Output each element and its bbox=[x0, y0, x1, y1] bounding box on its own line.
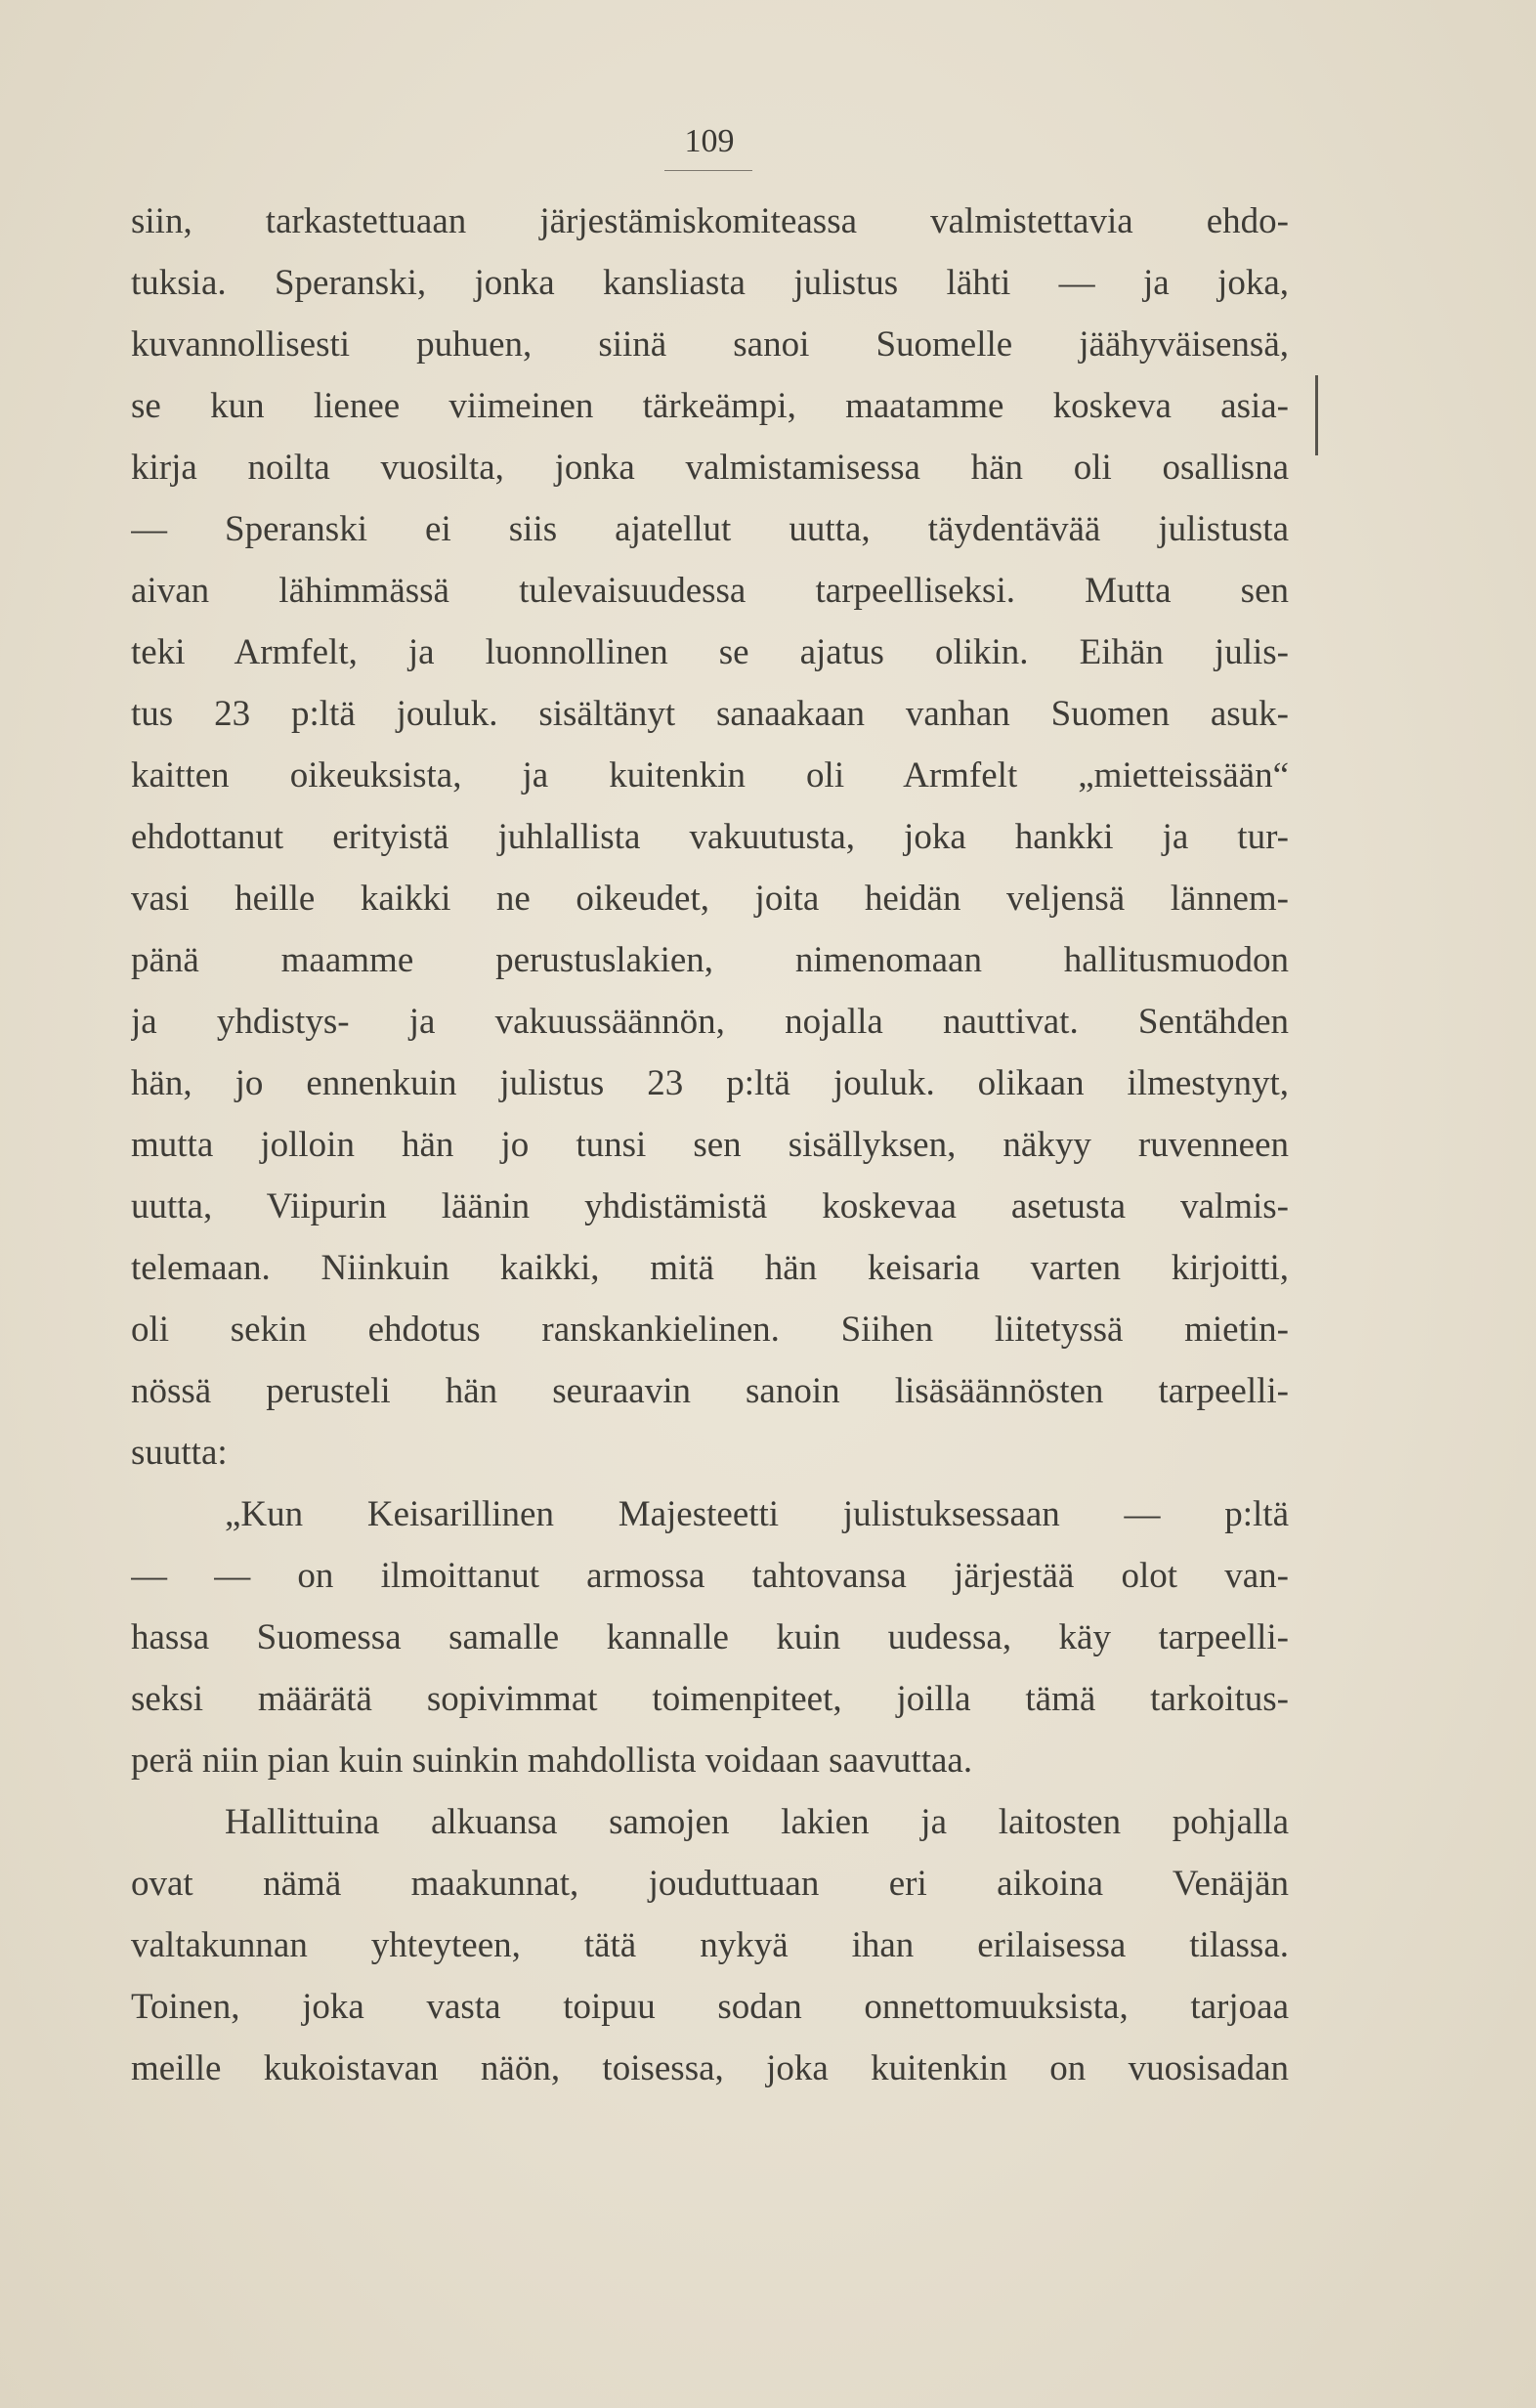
text-line: vasi heille kaikki ne oikeudet, joita heidän veljensä lännem- bbox=[131, 879, 1289, 919]
text-line: kirja noilta vuosilta, jonka valmistamisessa hän oli osallisna bbox=[131, 448, 1289, 488]
text-line: siin, tarkastettuaan järjestämiskomiteassa valmistettavia ehdo- bbox=[131, 201, 1289, 241]
text-line: telemaan. Niinkuin kaikki, mitä hän keisaria varten kirjoitti, bbox=[131, 1248, 1289, 1288]
quote-line: Hallittuina alkuansa samojen lakien ja laitosten pohjalla bbox=[225, 1802, 1289, 1842]
text-line: kuvannollisesti puhuen, siinä sanoi Suomelle jäähyväisensä, bbox=[131, 324, 1289, 365]
text-line: — Speranski ei siis ajatellut uutta, täydentävää julistusta bbox=[131, 509, 1289, 549]
text-line: uutta, Viipurin läänin yhdistämistä koskevaa asetusta valmis- bbox=[131, 1186, 1289, 1226]
quote-line: ovat nämä maakunnat, jouduttuaan eri aikoina Venäjän bbox=[131, 1864, 1289, 1904]
margin-mark bbox=[1315, 375, 1318, 455]
quote-line: valtakunnan yhteyteen, tätä nykyä ihan erilaisessa tilassa. bbox=[131, 1925, 1289, 1965]
quote-line: — — on ilmoittanut armossa tahtovansa järjestää olot van- bbox=[131, 1556, 1289, 1596]
text-line: kaitten oikeuksista, ja kuitenkin oli Armfelt „mietteissään“ bbox=[131, 755, 1289, 796]
text-line: se kun lienee viimeinen tärkeämpi, maatamme koskeva asia- bbox=[131, 386, 1289, 426]
text-line: tuksia. Speranski, jonka kansliasta julistus lähti — ja joka, bbox=[131, 263, 1289, 303]
page-number-rule bbox=[664, 170, 752, 171]
text-line: oli sekin ehdotus ranskankielinen. Siihen liitetyssä mietin- bbox=[131, 1310, 1289, 1350]
text-line: aivan lähimmässä tulevaisuudessa tarpeelliseksi. Mutta sen bbox=[131, 571, 1289, 611]
body-text bbox=[131, 191, 1289, 2099]
quote-line: seksi määrätä sopivimmat toimenpiteet, joilla tämä tarkoitus- bbox=[131, 1679, 1289, 1719]
quote-line: Toinen, joka vasta toipuu sodan onnettomuuksista, tarjoaa bbox=[131, 1987, 1289, 2027]
text-line: teki Armfelt, ja luonnollinen se ajatus olikin. Eihän julis- bbox=[131, 632, 1289, 672]
text-line: mutta jolloin hän jo tunsi sen sisällyksen, näkyy ruvenneen bbox=[131, 1125, 1289, 1165]
text-line: nössä perusteli hän seuraavin sanoin lisäsäännösten tarpeelli- bbox=[131, 1371, 1289, 1411]
page-number: 109 bbox=[684, 123, 735, 159]
quote-line: perä niin pian kuin suinkin mahdollista voidaan saavuttaa. bbox=[131, 1741, 973, 1781]
text-line: ja yhdistys- ja vakuussäännön, nojalla nauttivat. Sentähden bbox=[131, 1002, 1289, 1042]
quote-line: meille kukoistavan näön, toisessa, joka kuitenkin on vuosisadan bbox=[131, 2048, 1289, 2088]
text-line: suutta: bbox=[131, 1433, 228, 1473]
quote-line: hassa Suomessa samalle kannalle kuin uudessa, käy tarpeelli- bbox=[131, 1617, 1289, 1657]
text-line: ehdottanut erityistä juhlallista vakuutusta, joka hankki ja tur- bbox=[131, 817, 1289, 857]
text-line: pänä maamme perustuslakien, nimenomaan hallitusmuodon bbox=[131, 940, 1289, 980]
text-line: tus 23 p:ltä jouluk. sisältänyt sanaakaan vanhan Suomen asuk- bbox=[131, 694, 1289, 734]
text-line: hän, jo ennenkuin julistus 23 p:ltä jouluk. olikaan ilmestynyt, bbox=[131, 1063, 1289, 1103]
quote-line: „Kun Keisarillinen Majesteetti julistuksessaan — p:ltä bbox=[225, 1494, 1289, 1534]
